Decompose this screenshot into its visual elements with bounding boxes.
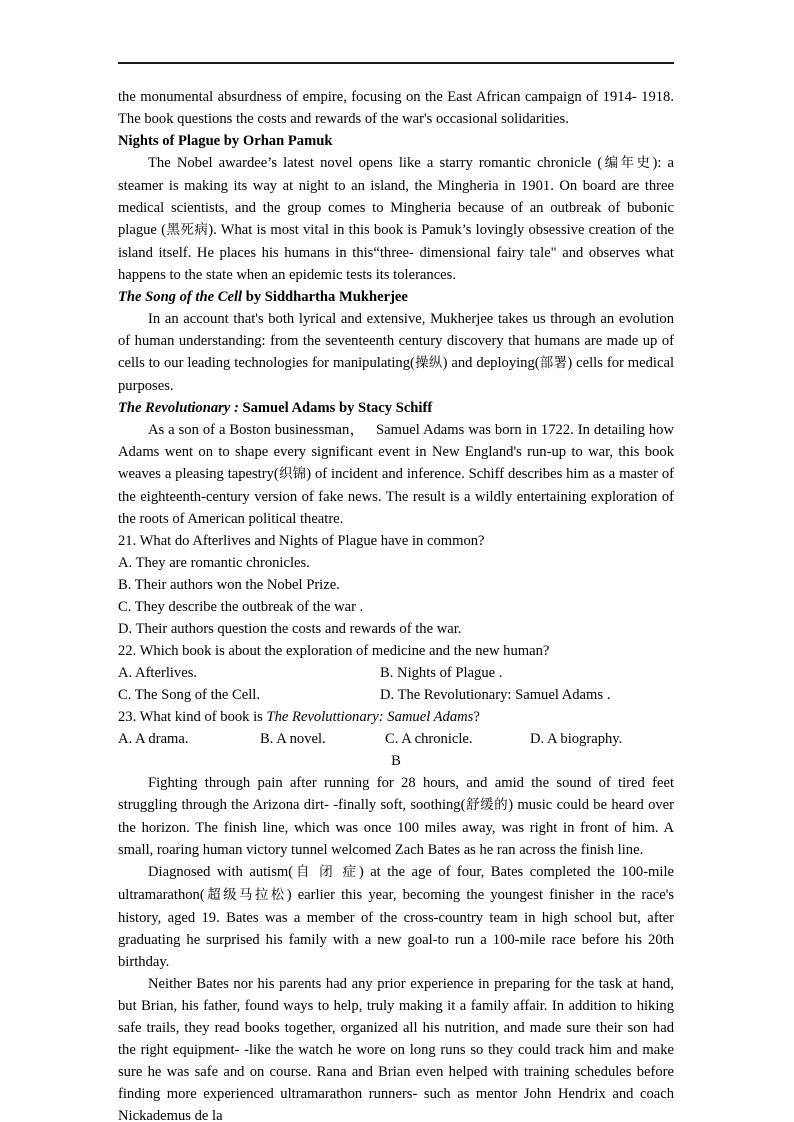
question-21-option-d[interactable] bbox=[118, 618, 674, 640]
passage-b-paragraph-3 bbox=[118, 973, 674, 1122]
text-segment: ) earlier this year, becoming the youngest finisher in the race's history, aged 19. Bates was a member of the cross-country team in high school but, after graduating he surprised his family with a new goal-to run a 100-mile race before his 20th birthday. bbox=[118, 887, 674, 970]
book-title-italic: The Revolutionary : bbox=[118, 400, 239, 416]
option-label: A. They are romantic chronicles. bbox=[118, 555, 310, 571]
question-text-tail: ? bbox=[473, 709, 480, 725]
question-23-stem bbox=[118, 706, 674, 728]
question-title-italic: The Revoluttionary: Samuel Adams bbox=[266, 709, 474, 725]
question-21-option-b[interactable] bbox=[118, 574, 674, 596]
question-number: 22. bbox=[118, 643, 137, 659]
question-text: Which book is about the exploration of medicine and the new human? bbox=[136, 643, 550, 659]
book-paragraph-nights-of-plague bbox=[118, 152, 674, 286]
gloss-autism: 自 闭 症 bbox=[293, 865, 359, 880]
text-segment: ) of incident and inference. Schiff describes him as a master of the eighteenth-century version of fake news. The result is a wildly entertaining exploration of the roots of American political theatre. bbox=[118, 466, 675, 527]
book-heading-song-of-the-cell bbox=[118, 286, 674, 308]
text-segment: Fighting through pain after running for 28 hours, and amid the sound of tired feet struggling through the Arizona dirt- -finally soft, soothing( bbox=[118, 775, 674, 813]
book-title-roman: by Siddhartha Mukherjee bbox=[242, 289, 408, 305]
question-21-option-a[interactable] bbox=[118, 552, 674, 574]
question-23-option-c[interactable]: C. A chronicle. bbox=[385, 731, 473, 747]
book-heading-nights-of-plague bbox=[118, 130, 674, 152]
book-heading-the-revolutionary bbox=[118, 397, 674, 419]
text-segment: ) at the age of four, Bates completed the 100-mile ultramarathon( bbox=[118, 864, 674, 903]
gloss-manipulating: 操纵 bbox=[414, 356, 443, 371]
question-number: 23. bbox=[118, 709, 137, 725]
book-paragraph-song-of-the-cell bbox=[118, 308, 674, 397]
option-label: D. Their authors question the costs and rewards of the war. bbox=[118, 621, 462, 637]
header-rule bbox=[118, 62, 674, 64]
book-title-italic: The Song of the Cell bbox=[118, 289, 243, 305]
text-segment: ) and deploying( bbox=[442, 355, 540, 371]
text-segment: Diagnosed with autism( bbox=[148, 864, 294, 880]
book-paragraph-the-revolutionary bbox=[118, 419, 674, 530]
question-22-option-row-2 bbox=[118, 684, 674, 706]
question-22-option-a[interactable]: A. Afterlives. bbox=[118, 665, 198, 681]
text-segment: In an account that's both lyrical and extensive, Mukherjee takes us through an evolution of human understanding: from the seventeenth century discovery that humans are made up of cells to our leading technologies for manipulating( bbox=[118, 311, 674, 371]
question-22-option-d[interactable]: D. The Revolutionary: Samuel Adams . bbox=[380, 687, 611, 703]
question-23-option-b[interactable]: B. A novel. bbox=[260, 731, 326, 747]
text-segment: ): a steamer is making its way at night to an island, the Mingheria in 1901. On board are three medical scientists, and the group comes to Mingheria because of an outbreak of bubonic plague ( bbox=[118, 155, 675, 238]
page-content bbox=[118, 62, 674, 1122]
option-label: C. They describe the outbreak of the war . bbox=[118, 599, 364, 615]
gloss-soothing: 舒缓的 bbox=[465, 798, 509, 813]
book-title-roman: Nights of Plague by Orhan Pamuk bbox=[118, 133, 333, 149]
passage-a-continuation: the monumental absurdness of empire, focusing on the East African campaign of 1914- 1918. The book questions the costs and rewards of the war's occasional solidarities. bbox=[118, 89, 674, 127]
text-segment: ) music could be heard over the horizon. The finish line, which was once 100 miles away, was right in front of him. A small, roaring human victory tunnel welcomed Zach Bates as he ran across the finish line. bbox=[118, 797, 675, 858]
question-23-option-d[interactable]: D. A biography. bbox=[530, 731, 623, 747]
text-segment: ) cells for medical purposes. bbox=[118, 355, 674, 394]
question-22-option-c[interactable]: C. The Song of the Cell. bbox=[118, 687, 261, 703]
question-23-option-a[interactable]: A. A drama. bbox=[118, 731, 189, 747]
gloss-chronicle: 编年史 bbox=[602, 156, 653, 171]
question-text: What do Afterlives and Nights of Plague have in common? bbox=[136, 533, 485, 549]
question-22-option-row-1 bbox=[118, 662, 674, 684]
question-22-option-b[interactable]: B. Nights of Plague . bbox=[380, 665, 503, 681]
question-number: 21. bbox=[118, 533, 137, 549]
book-title-roman: Samuel Adams by Stacy Schiff bbox=[238, 400, 433, 416]
text-segment: As a son of a Boston businessman， Samuel Adams was born in 1722. In detailing how Adams went on to shape every significant event in New England's run-up to war, this book weaves a pleasing tapestry( bbox=[118, 422, 674, 482]
passage-b-paragraph-1 bbox=[118, 772, 674, 861]
question-23-option-row bbox=[118, 728, 674, 750]
text-segment: Neither Bates nor his parents had any prior experience in preparing for the task at hand, but Brian, his father, found ways to help, truly making it a family affair. In addition to hiking safe trails, they read books together, organized all his nutrition, and made sure their son had the right equipment- -like the watch he wore on long runs so they could track him and make sure he was safe and on course. Rana and Brian even helped with training schedules before finding more experienced ultramarathon runners- such as mentor John Hendrix and coach Nickademus de la bbox=[118, 976, 674, 1122]
gloss-ultramarathon: 超级马拉松 bbox=[204, 888, 287, 903]
text-segment: ). What is most vital in this book is Pamuk’s lovingly obsessive creation of the island itself. He places his humans in this“three- dimensional fairy tale" and observes what happens to the state when an epidemic tests its tolerances. bbox=[118, 222, 674, 283]
question-text: What kind of book is bbox=[136, 709, 267, 725]
question-21-option-c[interactable] bbox=[118, 596, 674, 618]
question-22-stem bbox=[118, 640, 674, 662]
passage-b-label: B bbox=[391, 753, 401, 769]
option-label: B. Their authors won the Nobel Prize. bbox=[118, 577, 340, 593]
gloss-deploying: 部署 bbox=[539, 356, 568, 371]
question-21-stem bbox=[118, 530, 674, 552]
gloss-tapestry: 织锦 bbox=[278, 467, 307, 482]
text-segment: The Nobel awardee’s latest novel opens like a starry romantic chronicle ( bbox=[148, 155, 603, 171]
passage-b-paragraph-2 bbox=[118, 861, 674, 973]
gloss-bubonic-plague: 黑死病 bbox=[165, 223, 209, 238]
